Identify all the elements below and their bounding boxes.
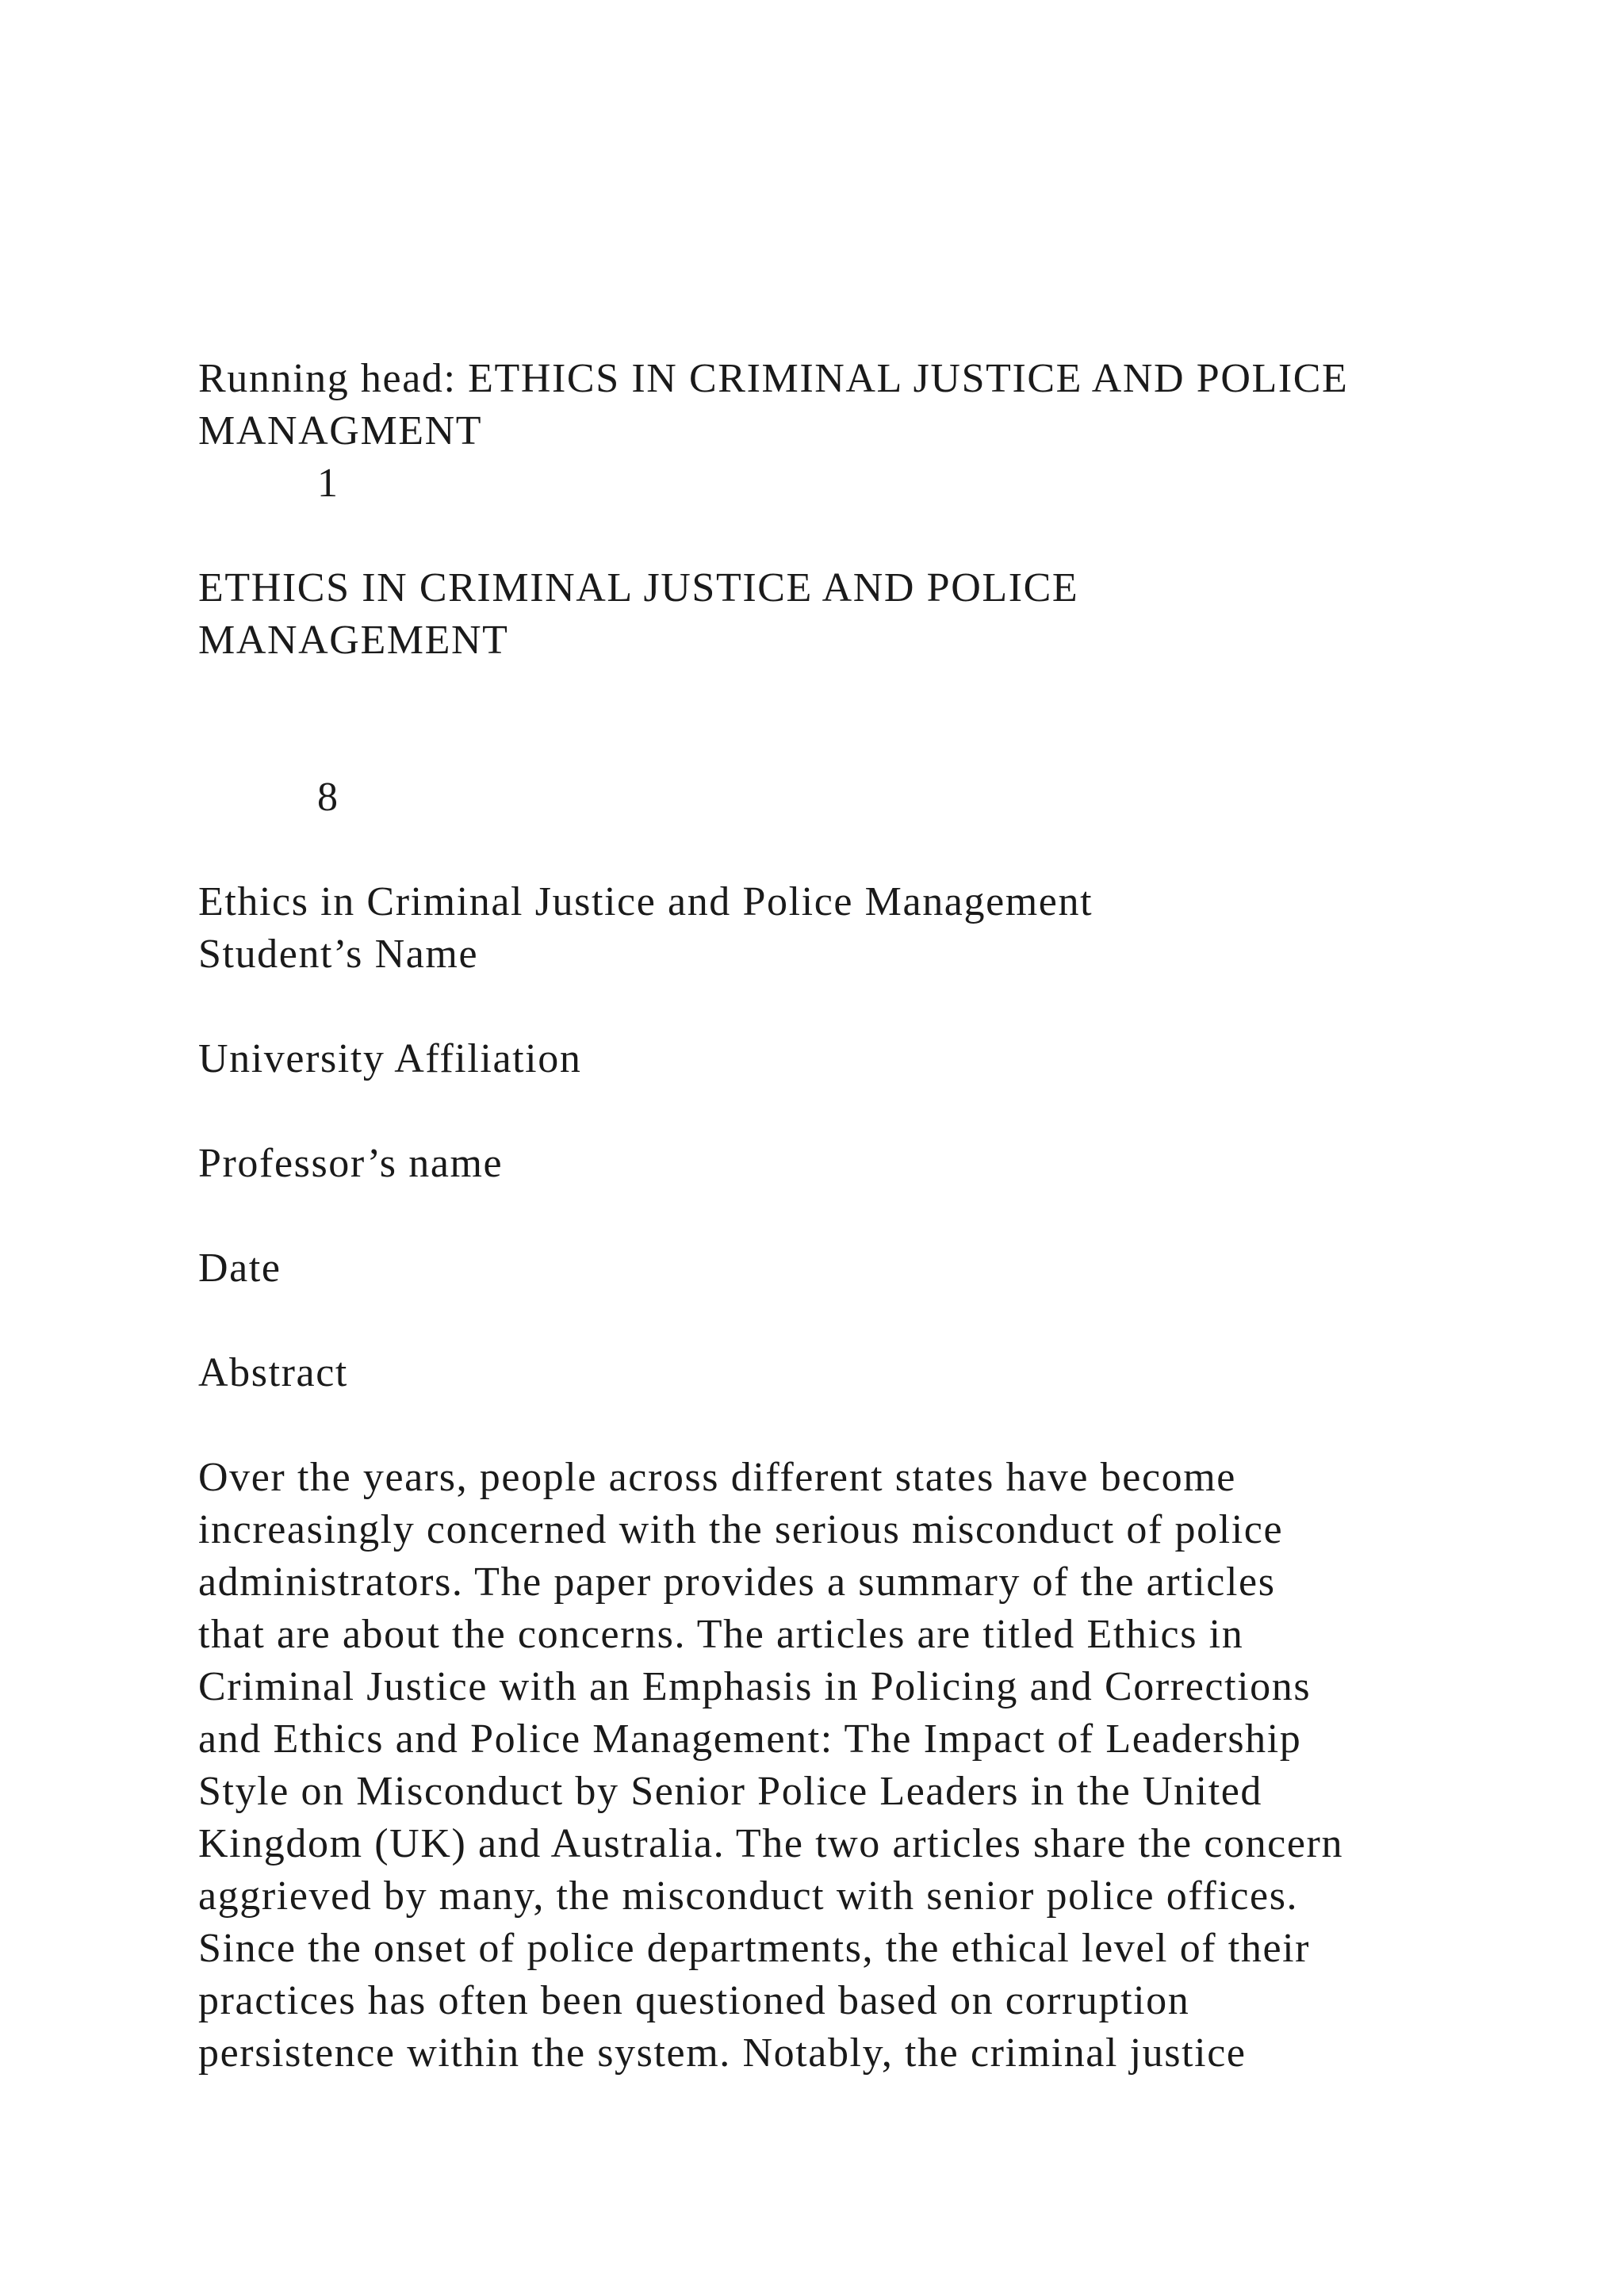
- professor-name: Professor’s name: [198, 1141, 504, 1186]
- paper-title: Ethics in Criminal Justice and Police Management: [198, 879, 1094, 924]
- abstract-heading: Abstract: [198, 1350, 348, 1395]
- page-number-1: 1: [317, 461, 339, 506]
- abstract-line: that are about the concerns. The articles are titled Ethics in: [198, 1612, 1244, 1657]
- student-name: Student’s Name: [198, 932, 479, 977]
- abstract-line: increasingly concerned with the serious misconduct of police: [198, 1507, 1284, 1552]
- university-affiliation: University Affiliation: [198, 1036, 582, 1081]
- abstract-line: Criminal Justice with an Emphasis in Policing and Corrections: [198, 1664, 1312, 1709]
- running-head-line-2: MANAGMENT: [198, 408, 483, 453]
- abstract-line: Style on Misconduct by Senior Police Leaders in the United: [198, 1769, 1263, 1814]
- date: Date: [198, 1246, 282, 1291]
- header-repeat-line-2: MANAGEMENT: [198, 618, 509, 663]
- page-number-2: 8: [317, 775, 339, 820]
- abstract-line: Since the onset of police departments, the ethical level of their: [198, 1926, 1311, 1971]
- running-head-line-1: Running head: ETHICS IN CRIMINAL JUSTICE AND POLICE: [198, 356, 1349, 401]
- abstract-line: persistence within the system. Notably, the criminal justice: [198, 2030, 1247, 2076]
- abstract-line: practices has often been questioned based on corruption: [198, 1978, 1190, 2023]
- abstract-line: Over the years, people across different states have become: [198, 1455, 1236, 1500]
- abstract-line: administrators. The paper provides a summary of the articles: [198, 1559, 1276, 1605]
- header-repeat-line-1: ETHICS IN CRIMINAL JUSTICE AND POLICE: [198, 565, 1079, 610]
- abstract-line: aggrieved by many, the misconduct with senior police offices.: [198, 1873, 1299, 1919]
- abstract-line: and Ethics and Police Management: The Impact of Leadership: [198, 1716, 1302, 1762]
- abstract-line: Kingdom (UK) and Australia. The two articles share the concern: [198, 1821, 1344, 1866]
